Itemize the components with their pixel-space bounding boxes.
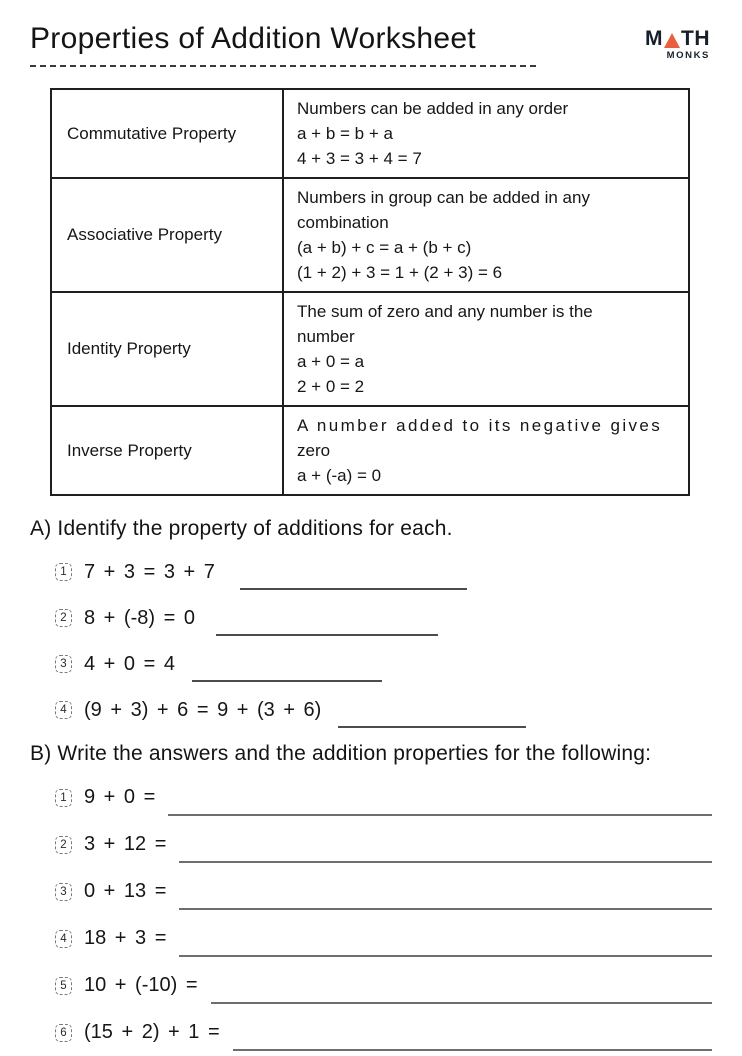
property-name-cell: Commutative Property xyxy=(51,89,283,178)
property-description-cell xyxy=(283,178,689,292)
question-a1 xyxy=(30,549,712,595)
property-name-cell: Associative Property xyxy=(51,178,283,292)
property-name-cell: Identity Property xyxy=(51,292,283,406)
property-description-cell xyxy=(283,292,689,406)
answer-blank-line[interactable] xyxy=(179,955,712,957)
logo-wordmark xyxy=(645,28,710,49)
question-a3 xyxy=(30,641,712,687)
question-number-badge: 5 xyxy=(55,977,72,995)
answer-blank-line[interactable] xyxy=(192,680,382,682)
property-description-cell xyxy=(283,406,689,495)
question-b5 xyxy=(30,962,712,1009)
question-expression: 9 + 0 = xyxy=(84,786,156,808)
question-expression: 3 + 12 = xyxy=(84,833,167,855)
question-expression: 0 + 13 = xyxy=(84,880,167,902)
question-a4 xyxy=(30,687,712,733)
description-line: The sum of zero and any number is the xyxy=(297,302,593,321)
question-number-badge: 6 xyxy=(55,1024,72,1042)
description-line: a + 0 = a xyxy=(297,352,365,371)
section-b-questions xyxy=(30,774,712,1056)
table-row-inverse xyxy=(51,406,689,495)
answer-blank-line[interactable] xyxy=(233,1049,712,1051)
description-line: zero xyxy=(297,441,331,460)
properties-table xyxy=(50,88,690,496)
question-number-badge: 2 xyxy=(55,609,72,627)
answer-blank-line[interactable] xyxy=(240,588,467,590)
question-b2 xyxy=(30,821,712,868)
question-number-badge: 2 xyxy=(55,836,72,854)
answer-blank-line[interactable] xyxy=(179,861,712,863)
question-expression: 4 + 0 = 4 xyxy=(84,652,175,675)
description-line: 2 + 0 = 2 xyxy=(297,377,365,396)
section-a-heading: A) Identify the property of additions for each. xyxy=(30,517,453,540)
question-b1 xyxy=(30,774,712,821)
property-description-cell xyxy=(283,89,689,178)
table-row-commutative xyxy=(51,89,689,178)
question-number-badge: 3 xyxy=(55,655,72,673)
description-line: 4 + 3 = 3 + 4 = 7 xyxy=(297,149,422,168)
question-expression: 10 + (-10) = xyxy=(84,974,198,996)
answer-blank-line[interactable] xyxy=(216,634,438,636)
answer-blank-line[interactable] xyxy=(179,908,712,910)
answer-blank-line[interactable] xyxy=(211,1002,712,1004)
question-b6 xyxy=(30,1009,712,1056)
answer-blank-line[interactable] xyxy=(338,726,526,728)
description-line: Numbers can be added in any order xyxy=(297,99,569,118)
question-number-badge: 1 xyxy=(55,789,72,807)
header xyxy=(30,22,712,67)
property-name-cell: Inverse Property xyxy=(51,406,283,495)
question-number-badge: 4 xyxy=(55,930,72,948)
description-line: A number added to its negative gives xyxy=(297,416,663,435)
answer-blank-line[interactable] xyxy=(168,814,712,816)
page-title: Properties of Addition Worksheet xyxy=(30,22,476,55)
question-expression: 8 + (-8) = 0 xyxy=(84,606,195,629)
logo-letters-th: TH xyxy=(681,27,710,50)
description-line: a + (-a) = 0 xyxy=(297,466,382,485)
description-line: combination xyxy=(297,213,389,232)
question-number-badge: 3 xyxy=(55,883,72,901)
logo-monks-text: MONKS xyxy=(666,50,710,61)
table-row-identity xyxy=(51,292,689,406)
question-number-badge: 1 xyxy=(55,563,72,581)
description-line: (1 + 2) + 3 = 1 + (2 + 3) = 6 xyxy=(297,263,503,282)
table-row-associative xyxy=(51,178,689,292)
logo-triangle-icon xyxy=(664,33,680,48)
question-expression: (9 + 3) + 6 = 9 + (3 + 6) xyxy=(84,698,322,721)
question-b4 xyxy=(30,915,712,962)
question-expression: 7 + 3 = 3 + 7 xyxy=(84,560,215,583)
description-line: number xyxy=(297,327,355,346)
math-monks-logo xyxy=(645,22,710,61)
question-expression: 18 + 3 = xyxy=(84,927,167,949)
description-line: a + b = b + a xyxy=(297,124,393,143)
logo-letter-m: M xyxy=(645,27,663,50)
question-expression: (15 + 2) + 1 = xyxy=(84,1021,220,1043)
question-b3 xyxy=(30,868,712,915)
question-number-badge: 4 xyxy=(55,701,72,719)
question-a2 xyxy=(30,595,712,641)
title-block xyxy=(30,22,536,67)
section-b-heading: B) Write the answers and the addition properties for the following: xyxy=(30,742,652,765)
description-line: Numbers in group can be added in any xyxy=(297,188,590,207)
section-a-questions xyxy=(30,549,712,733)
title-dashed-divider xyxy=(30,65,536,67)
description-line: (a + b) + c = a + (b + c) xyxy=(297,238,472,257)
